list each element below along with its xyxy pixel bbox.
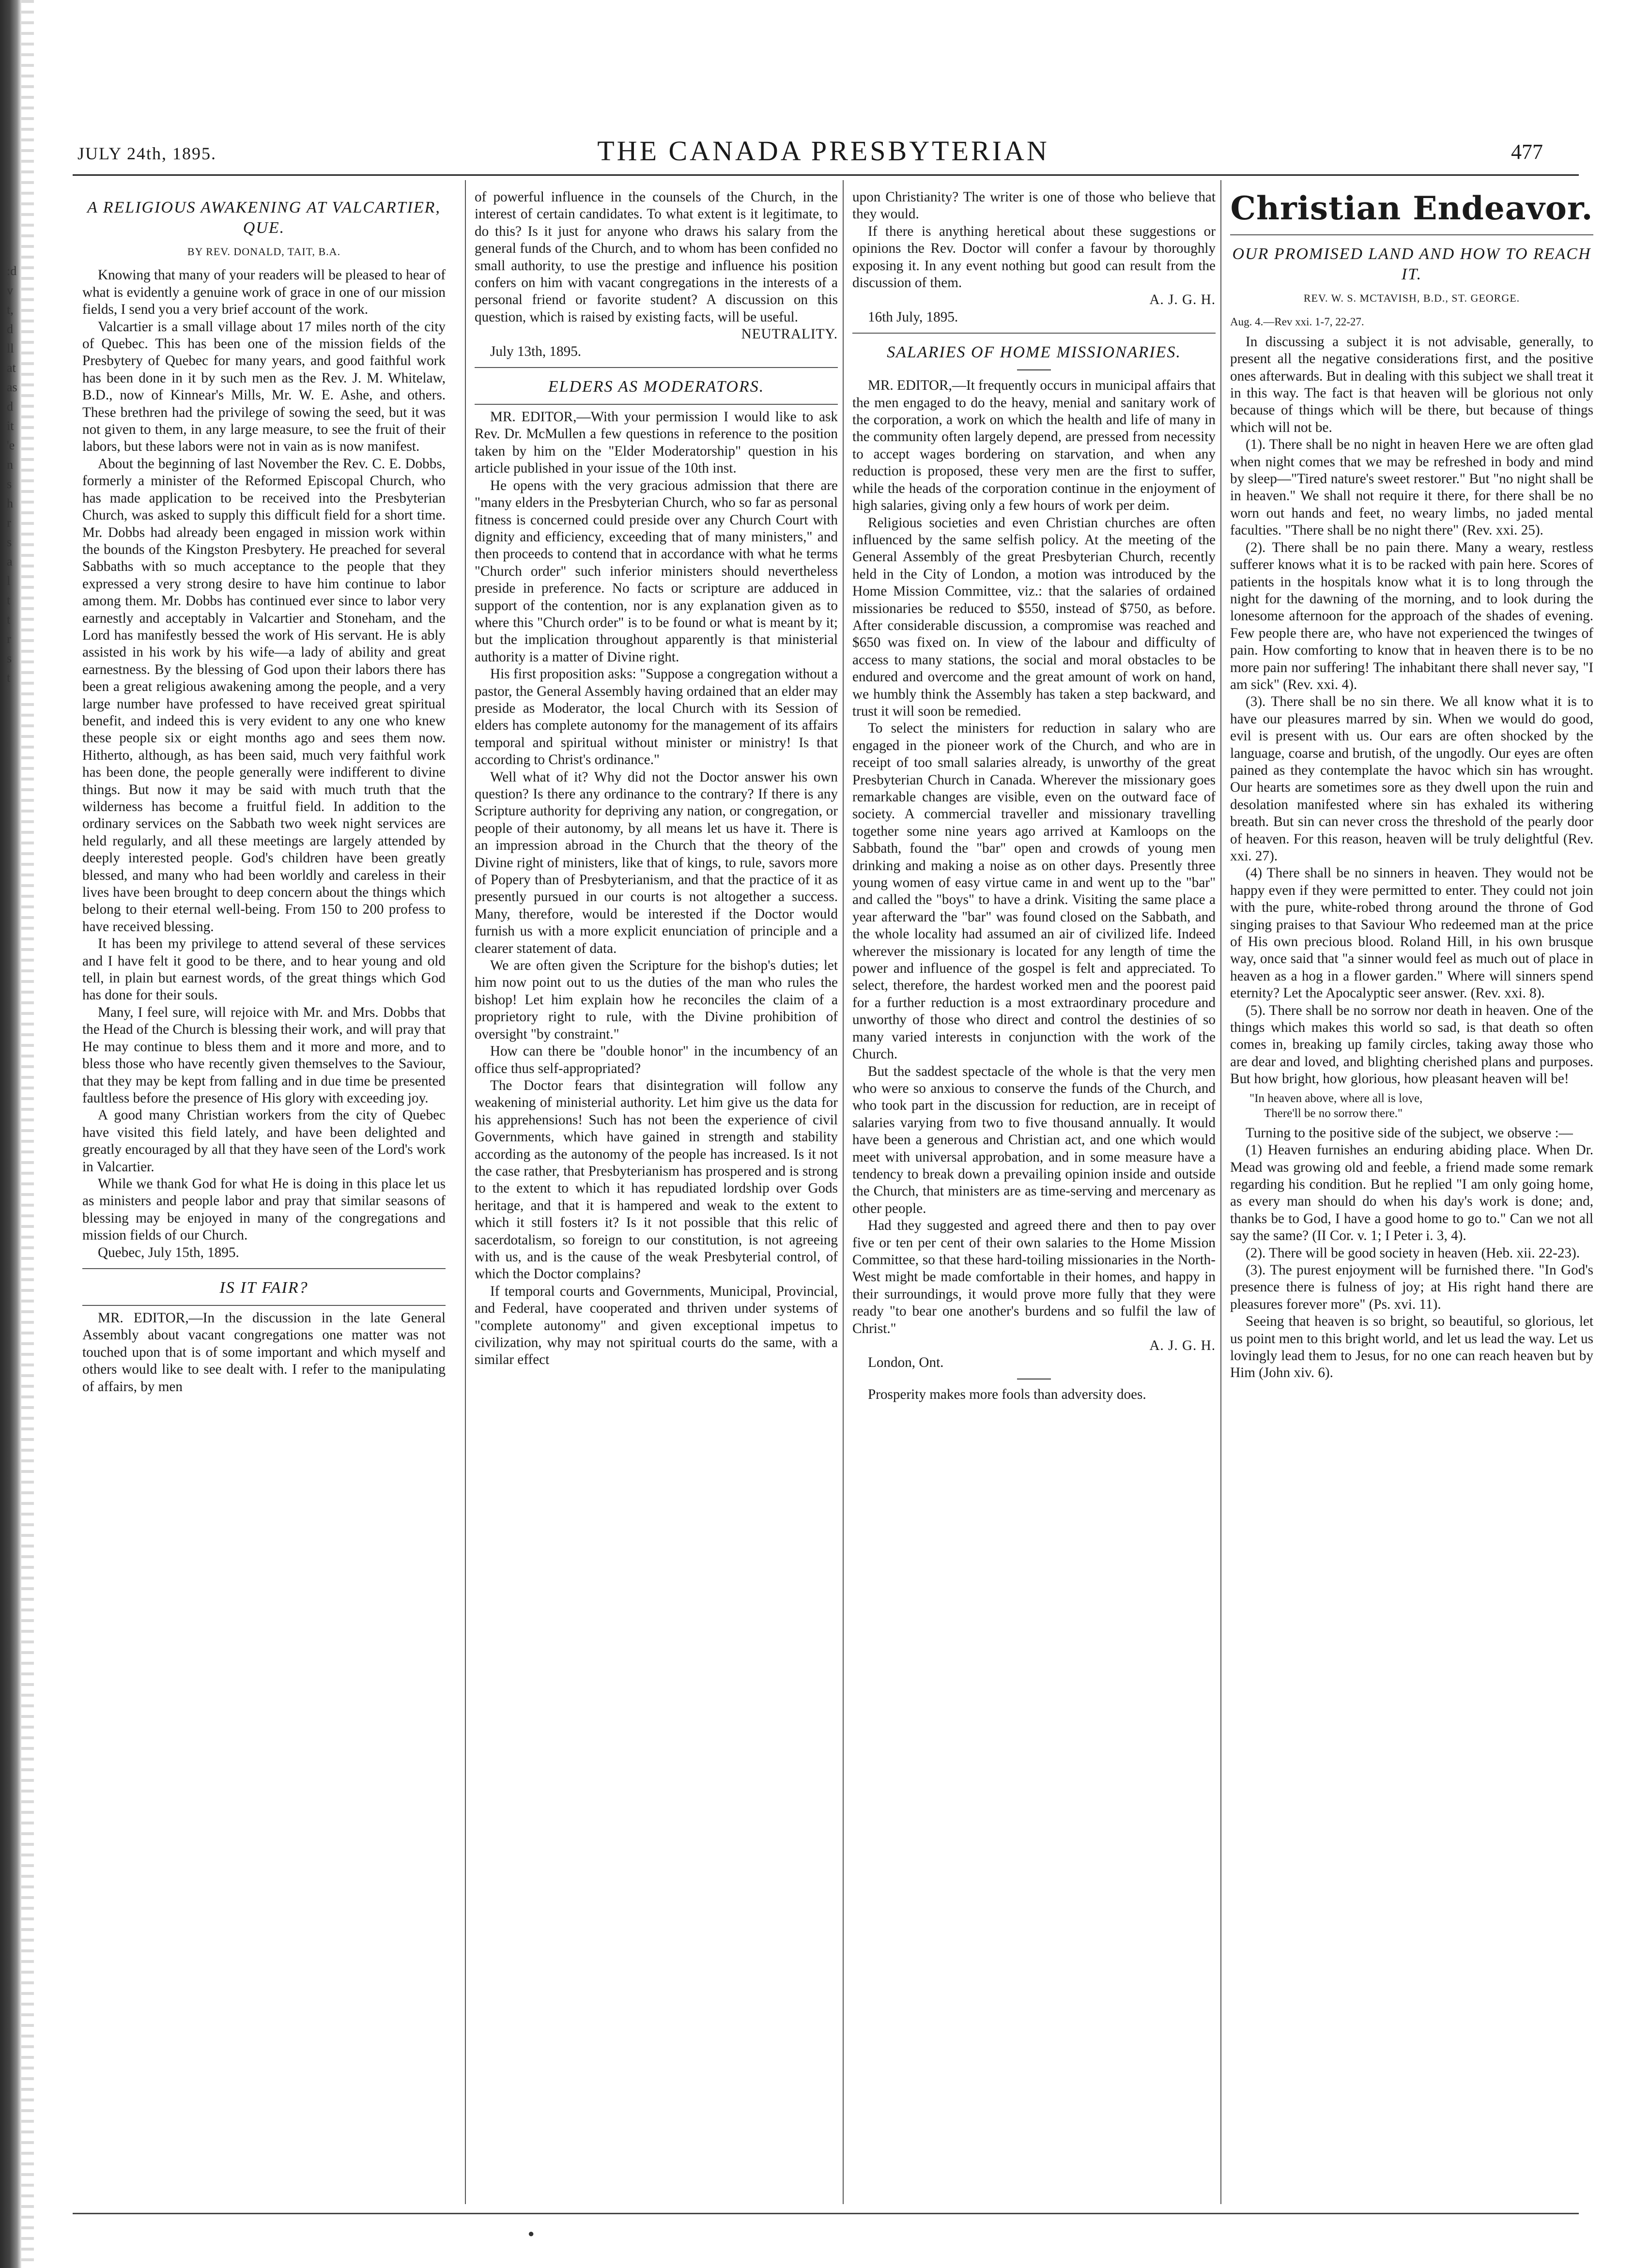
paragraph: It has been my privilege to attend several of these services and I have felt it good to be there, and to hear young and old tell, in plain but earnest words, of the great things which God has done for their souls.: [82, 936, 446, 1003]
paragraph: But the saddest spectacle of the whole is that the very men who were so anxious to conserve the funds of the Church, and who took part in the discussion for reduction, are in receipt of salaries varying from two to five thousand annually. It would have been a generous and Christian act, and one which would meet with universal approbation, and in some measure have a tendency to break down a prevailing opinion inside and outside the Church, that ministers are as time-serving and mercenary as other people.: [852, 1063, 1216, 1216]
margin-fragment: t: [7, 613, 11, 627]
paragraph: (5). There shall be no sorrow nor death in heaven. One of the things which makes this world so sad, is that death so often comes in, breaking up family circles, taking away those who are dear and loved, and blighting cherished plans and purposes. But how bright, how glorious, how pleasant heaven will be!: [1230, 1002, 1593, 1087]
margin-fragment: s: [7, 651, 12, 665]
article-title-promised-land: OUR PROMISED LAND AND HOW TO REACH IT.: [1232, 245, 1591, 283]
margin-fragment: it: [7, 419, 14, 433]
scripture-reference: Aug. 4.—Rev xxi. 1-7, 22-27.: [1230, 316, 1364, 328]
article-date-line: July 13th, 1895.: [490, 343, 582, 359]
paragraph: (3). There shall be no sin there. We all know what it is to have our pleasures marred by sin. When we would do good, evil is present with us. Our ears are often shocked by the language, coarse and brutish, of the ungodly. Our eyes are often pained as they contemplate the havoc which sin has wrought. Our hearts are sometimes sore as they dwell upon the ruin and desolation manifested where sin has exhaled its withering breath. But sin can never cross the threshold of the pearly door of heaven. For this reason, heaven will be truly delightful (Rev. xxi. 27).: [1230, 694, 1593, 864]
margin-fragment: d: [7, 322, 13, 336]
column-1: [82, 189, 446, 1395]
paragraph: About the beginning of last November the Rev. C. E. Dobbs, formerly a minister of the Reformed Episcopal Church, who has made application to be received into the Presbyterian Church, was asked to supply this difficult field for a short time. Mr. Dobbs had already been engaged in mission work within the bounds of the Kingston Presbytery. He preached for several Sabbaths with so much acceptance to the people that they expressed a very strong desire to have him continue to labor among them. Mr. Dobbs has continued ever since to labor very earnestly and acceptably in Valcartier and Stoneham, and the Lord has manifestly bessed the work of His servant. He is ably assisted in his work by his wife—a lady of ability and great earnestness. By the blessing of God upon their labors there has been a great religious awakening among the people, and a very large number have professed to have received great spiritual benefit, and indeed this is very evident to any one who knew these people six or eight months ago and sees them now. Hitherto, although, as has been said, much very faithful work has been done, the people generally were indifferent to divine things. But now it may be said with much truth that the wilderness has become a fruitful field. In addition to the ordinary services on the Sabbath two week night services are held regularly, and all these meetings are largely attended by deeply interested people. God's children have been greatly blessed, and many who had been worldly and careless in their lives have been brought to deep concern about the things which belong to their eternal well-being. From 150 to 200 profess to have received blessing.: [82, 456, 446, 935]
paragraph: (2). There will be good society in heaven (Heb. xii. 22-23).: [1246, 1245, 1580, 1261]
section-rule: [1230, 234, 1593, 235]
article-title-elders-as-moderators: ELDERS AS MODERATORS.: [548, 378, 765, 396]
margin-fragment: s: [7, 535, 12, 549]
article-title-is-it-fair: IS IT FAIR?: [219, 1278, 308, 1297]
article-byline: BY REV. DONALD, TAIT, B.A.: [187, 245, 341, 258]
poem-quote: [1249, 1091, 1593, 1121]
paragraph: We are often given the Scripture for the bishop's duties; let him now point out to us the duties of the man who rules the bishop! Let him explain how he reconciles the claim of a proprietory right to rule, with the Divine prohibition of oversight "by constraint.": [475, 958, 838, 1042]
column-4: [1230, 189, 1593, 1382]
column-3: [852, 189, 1216, 1403]
paragraph: While we thank God for what He is doing in this place let us as ministers and people labor and pray that similar seasons of blessing may be enjoyed in many of the congregations and mission fields of our Church.: [82, 1176, 446, 1243]
left-margin-fragments: [7, 261, 24, 688]
article-separator: [475, 404, 838, 405]
column-2: [475, 189, 838, 1369]
paragraph: Seeing that heaven is so bright, so beautiful, so glorious, let us point men to this bright world, and let us lead the way. Let us lovingly lead them to Jesus, for no one can reach heaven but by Him (John xiv. 6).: [1230, 1314, 1593, 1381]
paragraph: Well what of it? Why did not the Doctor answer his own question? Is there any ordinance to the contrary? If there is any Scripture authority for depriving any nation, or congregation, or people of their autonomy, by all means let us have it. There is an impression abroad in the Church that the theory of the Divine right of ministers, like that of kings, to rule, savors more of Popery than of Presbyterianism, and that the practice of it as presently pursued in our courts is not altogether a success. Many, therefore, would be interested if the Doctor would furnish us with a more explicit enunciation of principle and a clearer statement of data.: [475, 769, 838, 956]
article-separator: [82, 1305, 446, 1306]
article-date-line: 16th July, 1895.: [868, 309, 958, 325]
paragraph: Many, I feel sure, will rejoice with Mr. and Mrs. Dobbs that the Head of the Church is blessing their work, and will pray that He may continue to bless them and it more and more, and to bless those who have recently given themselves to the Saviour, that they may be kept from falling and in due time be presented faultless before the presence of His glory with exceeding joy.: [82, 1004, 446, 1106]
paragraph: In discussing a subject it is not advisable, generally, to present all the negative considerations first, and the positive ones afterwards. But in dealing with this subject we shall treat it in this way. The fact is that heaven will be glorious not only because of things which will be there, but because of things which will not be.: [1230, 334, 1593, 435]
paragraph: Religious societies and even Christian churches are often influenced by the same selfish policy. At the meeting of the General Assembly of the great Presbyterian Church, recently held in the City of London, a motion was introduced by the Home Mission Committee, viz.: that the salaries of ordained missionaries be reduced to $550, instead of $750, as before. After considerable discussion, a compromise was reached and $650 was fixed on. In view of the labour and difficulty of access to many stations, the social and moral obstacles to be endured and overcome and the great amount of work on hand, we humbly think the Assembly has taken a step backward, and trust it will soon be remedied.: [852, 515, 1216, 719]
paragraph: If temporal courts and Governments, Municipal, Provincial, and Federal, have cooperated and thriven under systems of "complete autonomy" and given exceptional impetus to civilization, why may not spiritual courts do the same, with a similar effect: [475, 1283, 838, 1368]
article-title-religious-awakening: A RELIGIOUS AWAKENING AT VALCARTIER, QUE.: [87, 199, 441, 237]
paragraph: (4) There shall be no sinners in heaven. They would not be happy even if they were permitted to enter. They could not join with the pure, white-robed throng around the throne of God singing praises to that Saviour Who redeemed man at the price of His own precious blood. Roland Hill, in his own brusque way, once said that "a sinner would feel as much out of place in heaven as a hog in a flower garden." Where will sinners spend eternity? Let the Apocalyptic seer answer. (Rev. xxi. 8).: [1230, 865, 1593, 1001]
margin-fragment: :d: [7, 264, 17, 278]
article-signature: A. J. G. H.: [1149, 292, 1216, 308]
article-byline: REV. W. S. MCTAVISH, B.D., ST. GEORGE.: [1303, 292, 1520, 304]
paragraph: of powerful influence in the counsels of the Church, in the interest of certain candidates. To what extent is it legitimate, to do this? Is it just for anyone who draws his salary from the general funds of the Church, and to whom has been confided no small authority, to use the prestige and influence his position confers on him with vacant congregations in the interests of a personal friend or favorite student? A discussion on this question, which is raised by existing facts, will be useful.: [475, 189, 838, 325]
margin-fragment: t: [7, 671, 11, 685]
paragraph: He opens with the very gracious admission that there are "many elders in the Presbyterian Church, who so far as personal fitness is concerned could preside over any Church Court with dignity and efficiency, exceeding that of many ministers," and then proceeds to contend that in accordance with what he terms "Church order" such inferior ministers should nevertheless preside in preference. No facts or scripture are adduced in support of the contention, nor is any explanation given as to where this "Church order" is to be found or what is meant by it; but the implication throughout apparently is that ministerial authority is a matter of Divine right.: [475, 477, 838, 665]
footer-rule: [73, 2213, 1579, 2214]
paragraph: (1). There shall be no night in heaven Here we are often glad when night comes that we may be refreshed in body and mind by sleep—"Tired nature's sweet restorer." But "no night shall be in heaven." We shall not require it there, for there shall be no worn out hands and feet, no weary limbs, no jaded mental faculties. "There shall be no night there" (Rev. xxi. 25).: [1230, 437, 1593, 538]
paragraph: (2). There shall be no pain there. Many a weary, restless sufferer knows what it is to be racked with pain here. Scores of patients in the hospitals know what it is to long through the night for the dawning of the morning, and to look during the lonesome afternoon for the approach of the shades of evening. Few people there are, who have not experienced the twinges of pain. How comforting to know that in heaven there is to be no more pain nor suffering! The inhabitant there shall never say, "I am sick" (Rev. xxi. 4).: [1230, 539, 1593, 692]
poem-line: There'll be no sorrow there.": [1264, 1106, 1403, 1120]
margin-fragment: ll: [7, 341, 14, 355]
paragraph: (1) Heaven furnishes an enduring abiding place. When Dr. Mead was growing old and feeble, a friend made some remark regarding his condition. But he replied "I am only going home, as every man should do when his day's work is done; and, thanks be to God, I have a good home to go to." Can we not all say the same? (II Cor. v. 1; I Peter i. 3, 4).: [1230, 1142, 1593, 1244]
paragraph: (3). The purest enjoyment will be furnished there. "In God's presence there is fulness of joy; at His right hand there are pleasures forever more" (Ps. xvi. 11).: [1230, 1262, 1593, 1312]
article-separator: [852, 333, 1216, 334]
poem-line: "In heaven above, where all is love,: [1249, 1091, 1423, 1105]
column-rule-3: [1220, 180, 1221, 2204]
article-signature: A. J. G. H.: [1149, 1338, 1216, 1353]
paragraph: The Doctor fears that disintegration will follow any weakening of ministerial authority. Let him give us the data for his apprehensions! Such has not been the experience of civil Governments, which have gained in strength and stability according as the autonomy of the people has increased. Is it not the case rather, that Presbyterianism has prospered and is strong to the extent to which it has repudiated lordship over Gods heritage, and that it is hampered and weak to the extent to which it still fosters it? Is it not possible that this relic of sacerdotalism, so foreign to our constitution, is not agreeing with us, and is the cause of the weak Presbyterial control, of which the Doctor complains?: [475, 1077, 838, 1282]
paragraph: MR. EDITOR,—With your permission I would like to ask Rev. Dr. McMullen a few questions in reference to the position taken by him on the "Elder Moderatorship" question in his article published in your issue of the 10th inst.: [475, 409, 838, 476]
margin-fragment: r: [7, 516, 11, 530]
paragraph: A good many Christian workers from the city of Quebec have visited this field lately, and have been delighted and greatly encouraged by all that they have seen of the Lord's work in Valcartier.: [82, 1107, 446, 1175]
closing-aphorism: Prosperity makes more fools than adversity does.: [868, 1386, 1146, 1402]
header-rule: [73, 174, 1579, 176]
margin-fragment: h: [7, 496, 13, 510]
margin-fragment: at: [7, 361, 16, 375]
margin-fragment: l: [7, 574, 11, 588]
paragraph: His first proposition asks: "Suppose a congregation without a pastor, the General Assembly having ordained that an elder may preside as Moderator, the local Church with its Session of elders has complete autonomy for the management of its affairs temporal and spiritual without minister or ministry! Is that according to Christ's ordinance.": [475, 666, 838, 768]
margin-fragment: as: [7, 380, 17, 394]
paragraph: Turning to the positive side of the subject, we observe :—: [1246, 1125, 1573, 1141]
margin-fragment: t,: [7, 303, 14, 317]
article-body: [82, 267, 446, 1244]
footer-dot: ●: [528, 2227, 535, 2239]
margin-fragment: s: [7, 477, 12, 491]
margin-fragment: t: [7, 593, 11, 607]
article-place: London, Ont.: [868, 1355, 944, 1371]
paragraph: If there is anything heretical about these suggestions or opinions the Rev. Doctor will confer a favour by thoroughly exposing it. In any event nothing but good can result from the discussion of them.: [852, 223, 1216, 291]
paragraph: Knowing that many of your readers will be pleased to hear of what is evidently a genuine work of grace in one of our mission fields, I send you a very brief account of the work.: [82, 267, 446, 318]
article-signature: NEUTRALITY.: [741, 326, 838, 342]
column-rule-1: [465, 180, 466, 2204]
margin-fragment: 'e: [7, 438, 15, 452]
margin-fragment: n: [7, 458, 13, 472]
margin-fragment: r: [7, 632, 11, 646]
column-rule-2: [843, 180, 844, 2204]
paragraph: Valcartier is a small village about 17 miles north of the city of Quebec. This has been one of the mission fields of the Presbytery of Quebec for many years, and good faithful work has been done in it by such men as the Rev. J. M. Whitelaw, B.D., now of Kinnear's Mills, Mr. W. E. Ashe, and others. These brethren had the privilege of sowing the seed, but it was not given to them, in any large measure, to see the fruit of their labors, but these labors were not in vain as is now manifest.: [82, 319, 446, 455]
page-number: 477: [1511, 140, 1543, 164]
margin-fragment: a: [7, 554, 13, 568]
issue-date: JULY 24th, 1895.: [77, 144, 217, 163]
paragraph: MR. EDITOR,—In the discussion in the late General Assembly about vacant congregations one matter was not touched upon that is of some important and which myself and others would like to see dealt with. I refer to the manipulating of affairs, by men: [82, 1310, 446, 1395]
newspaper-title: THE CANADA PRESBYTERIAN: [597, 135, 1049, 167]
article-title-salaries-home-missionaries: SALARIES OF HOME MISSIONARIES.: [887, 343, 1181, 362]
article-separator: [475, 367, 838, 368]
paragraph: upon Christianity? The writer is one of those who believe that they would.: [852, 189, 1216, 222]
article-separator: [82, 1268, 446, 1269]
title-rule: [1017, 369, 1051, 370]
margin-fragment: v: [7, 283, 13, 297]
paragraph: MR. EDITOR,—It frequently occurs in municipal affairs that the men engaged to do the heavy, menial and sanitary work of the corporation, a work on which the health and life of many in the community often largely depend, are pressed from necessity to accept wages bordering on starvation, and when any reduction is proposed, these very men are the first to suffer, while the heads of the corporation continue in the enjoyment of high salaries, giving only a few hours of work per deim.: [852, 378, 1216, 514]
paragraph: To select the ministers for reduction in salary who are engaged in the pioneer work of the Church, and who are in receipt of too small salaries already, is unworthy of the great Presbyterian Church in Canada. Wherever the missionary goes remarkable changes are visible, even on the outward face of society. A commercial traveller and missionary travelling together some nine years ago arrived at Kamloops on the Sabbath, found the "bar" open and crowds of young men drinking and making a noise as on other days. Presently three young women of easy virtue came in and went up to the "bar" and called the "boys" to have a drink. Visiting the same place a year afterward the "bar" was found closed on the Sabbath, and the whole locality had assumed an air of civilized life. Indeed wherever the missionary is located for any length of time the power and influence of the gospel is felt and appreciated. To select, therefore, the hardest worked men and the poorest paid for a further reduction is a most extraordinary procedure and unworthy of those who direct and control the destinies of so many varied interests in conjunction with the work of the Church.: [852, 720, 1216, 1062]
section-heading-christian-endeavor: Christian Endeavor.: [1230, 189, 1593, 227]
paragraph: Had they suggested and agreed there and then to pay over five or ten per cent of their own salaries to the Home Mission Committee, so that these hard-toiling missionaries in the North-West might be made comfortable in their homes, and happy in their surroundings, it would prove more fully that they were ready "to bear one another's burdens and so fulfil the law of Christ.": [852, 1218, 1216, 1336]
paragraph: How can there be "double honor" in the incumbency of an office thus self-appropriated?: [475, 1043, 838, 1076]
article-place-date: Quebec, July 15th, 1895.: [98, 1244, 239, 1260]
margin-fragment: d: [7, 399, 13, 414]
